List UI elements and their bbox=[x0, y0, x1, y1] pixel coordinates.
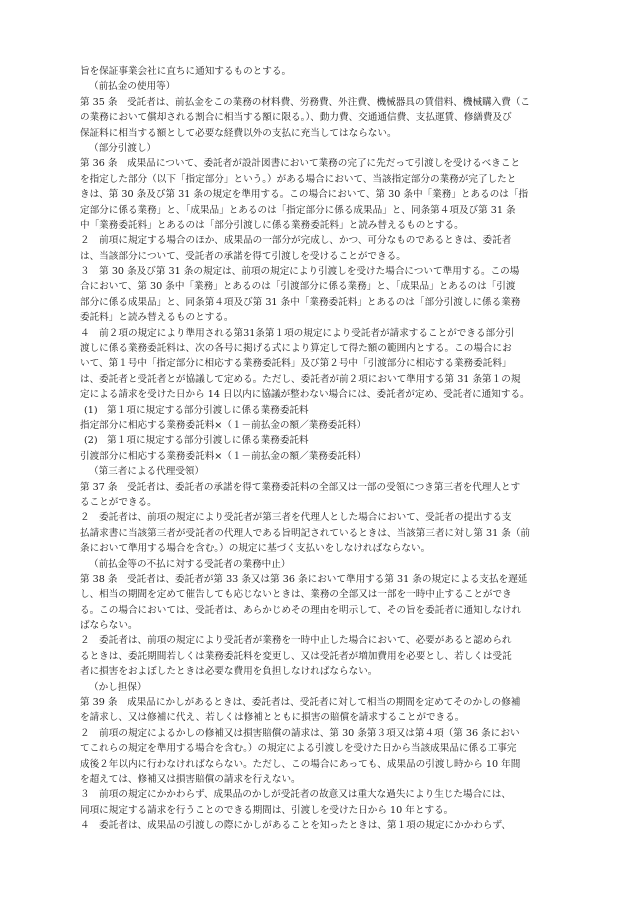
text-line: 者に損害をおよぼしたときは必要な費用を負担しなければならない。 bbox=[80, 666, 378, 678]
list-item: (1) 第１項に規定する部分引渡しに係る業務委託料 bbox=[84, 404, 309, 416]
text-line: 中「業務委託料」とあるのは「部分引渡しに係る業務委託料」と読み替えるものとする。 bbox=[80, 219, 464, 231]
text-line: ３ 第 30 条及び第 31 条の規定は、前項の規定により引渡しを受けた場合について準用する。この場 bbox=[80, 266, 520, 278]
text-line: ４ 前２項の規定により準用される第31条第１項の規定により受託者が請求することができる部分引 bbox=[80, 327, 515, 339]
text-line: 定部分に係る業務」と、「成果品」とあるのは「指定部分に係る成果品」と、同条第４項及び第 31 条 bbox=[80, 204, 516, 216]
text-line: る。この場合においては、受託者は、あらかじめその理由を明示して、その旨を委託者に通知しなけれ bbox=[80, 604, 522, 616]
text-line: を請求し、又は修補に代え、若しくは修補とともに損害の賠償を請求することができる。 bbox=[80, 712, 465, 724]
text-line: を指定した部分（以下「指定部分」という。）がある場合において、当該指定部分の業務が完了したと bbox=[80, 173, 517, 185]
text-line: ４ 委託者は、成果品の引渡しの際にかしがあることを知ったときは、第１項の規定にかかわらず、 bbox=[80, 820, 511, 832]
text-line: ばならない。 bbox=[80, 620, 138, 632]
document-page bbox=[80, 64, 552, 834]
text-line: てこれらの規定を準用する場合を含む。）の規定による引渡しを受けた日から当該成果品に係る工事完 bbox=[80, 743, 517, 755]
text-line: ることができる。 bbox=[80, 496, 157, 508]
text-line: 第 37 条 受託者は、委託者の承諾を得て業務委託料の全部又は一部の受領につき第三者を代理人とす bbox=[80, 481, 521, 493]
text-line: 第 39 条 成果品にかしがあるときは、委託者は、受託者に対して相当の期間を定めてそのかしの修補 bbox=[80, 697, 521, 709]
text-line: ３ 前項の規定にかかわらず、成果品のかしが受託者の故意又は重大な過失により生じた場合には、 bbox=[80, 789, 511, 801]
text-line: 合において、第 30 条中「業務」とあるのは「引渡部分に係る業務」と、「成果品」とあるのは「引渡 bbox=[80, 281, 516, 293]
text-line: いて、第１号中「指定部分に相応する業務委託料」及び第２号中「引渡部分に相応する業務委託料」 bbox=[80, 358, 512, 370]
article-heading: （かし担保） bbox=[89, 681, 147, 693]
text-line: 払請求書に当該第三者が受託者の代理人である旨明記されているときは、当該第三者に対し第 31 条（前 bbox=[80, 527, 531, 539]
text-line: 同項に規定する請求を行うことのできる期間は、引渡しを受けた日から 10 年とする。 bbox=[80, 804, 454, 816]
text-line: ２ 前項に規定する場合のほか、成果品の一部分が完成し、かつ、可分なものであるときは、委託者 bbox=[80, 235, 512, 247]
formula-line: 引渡部分に相応する業務委託料×（１－前払金の額／業務委託料） bbox=[80, 450, 367, 462]
text-line: の業務において償却される割合に相当する額に限る。）、動力費、交通通信費、支払運賃、修繕費及び bbox=[80, 112, 512, 124]
formula-line: 指定部分に相応する業務委託料×（１－前払金の額／業務委託料） bbox=[80, 419, 367, 431]
text-line: 委託料」と読み替えるものとする。 bbox=[80, 312, 234, 324]
article-heading: （前払金等の不払に対する受託者の業務中止） bbox=[89, 558, 291, 570]
list-item: (2) 第１項に規定する部分引渡しに係る業務委託料 bbox=[84, 435, 309, 447]
text-line: 第 36 条 成果品について、委託者が設計図書において業務の完了に先だって引渡しを受けるべきこと bbox=[80, 158, 521, 170]
text-line: を超えては、修補又は損害賠償の請求を行えない。 bbox=[80, 773, 301, 785]
text-line: は、委託者と受託者とが協議して定める。ただし、委託者が前２項において準用する第 31 条第１の規 bbox=[80, 373, 521, 385]
text-line: し、相当の期間を定めて催告しても応じないときは、業務の全部又は一部を一時中止することができ bbox=[80, 589, 512, 601]
text-line: きは、第 30 条及び第 31 条の規定を準用する。この場合において、第 30 条中「業務」とあるのは「指 bbox=[80, 189, 529, 201]
text-line: 第 35 条 受託者は、前払金をこの業務の材料費、労務費、外注費、機械器具の賃借料、機械購入費（こ bbox=[80, 96, 531, 108]
text-line: ２ 委託者は、前項の規定により受託者が第三者を代理人とした場合において、受託者の提出する支 bbox=[80, 512, 512, 524]
text-line: ２ 委託者は、前項の規定により受託者が業務を一時中止した場合において、必要があると認められ bbox=[80, 635, 512, 647]
article-heading: （第三者による代理受領） bbox=[89, 466, 205, 478]
text-line: 保証料に相当する額として必要な経費以外の支払に充当してはならない。 bbox=[80, 127, 397, 139]
text-line: ２ 前項の規定によるかしの修補又は損害賠償の請求は、第 30 条第３項又は第４項（第 36 条におい bbox=[80, 727, 520, 739]
text-line: 成後２年以内に行わなければならない。ただし、この場合にあっても、成果品の引渡し時から 10 年間 bbox=[80, 758, 521, 770]
text-line: は、当該部分について、受託者の承諾を得て引渡しを受けることができる。 bbox=[80, 250, 406, 262]
article-heading: （部分引渡し） bbox=[89, 142, 157, 154]
text-line: 渡しに係る業務委託料は、次の各号に掲げる式により算定して得た額の範囲内とする。この場合にお bbox=[80, 343, 512, 355]
text-line: るときは、委託期間若しくは業務委託料を変更し、又は受託者が増加費用を必要とし、若しくは受託 bbox=[80, 650, 512, 662]
text-line: 旨を保証事業会社に直ちに通知するものとする。 bbox=[80, 66, 292, 77]
text-line: 条において準用する場合を含む。）の規定に基づく支払いをしなければならない。 bbox=[80, 543, 431, 555]
text-line: 定による請求を受けた日から 14 日以内に協議が整わない場合には、委託者が定め、受託者に通知する。 bbox=[80, 389, 530, 401]
article-heading: （前払金の使用等） bbox=[89, 81, 176, 93]
text-line: 第 38 条 受託者は、委託者が第 33 条又は第 36 条において準用する第 31 条の規定による支払を遅延 bbox=[80, 573, 528, 585]
text-line: 部分に係る成果品」と、同条第４項及び第 31 条中「業務委託料」とあるのは「部分引渡しに係る業務 bbox=[80, 296, 521, 308]
